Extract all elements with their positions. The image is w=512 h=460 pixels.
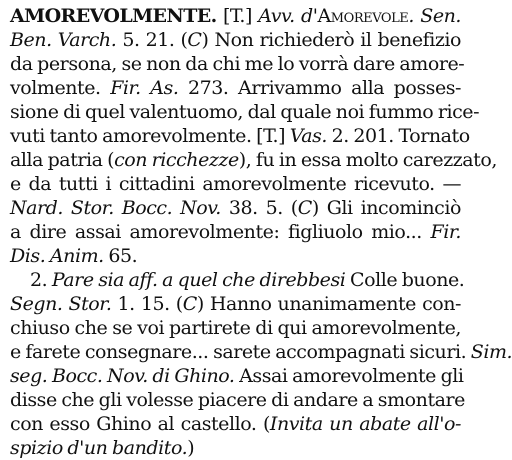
entry-text: alla patria ( — [10, 149, 115, 171]
entry-text: Fir. As. — [110, 77, 179, 99]
entry-text: Invita un abate all'o- — [269, 413, 461, 435]
entry-line — [10, 340, 512, 364]
entry-text: e farete consegnare... sarete accompagnati sicuri. — [10, 341, 471, 363]
entry-text: 273. Arrivammo alla posses- — [178, 77, 462, 99]
entry-line — [10, 76, 461, 100]
entry-text: C — [182, 293, 197, 315]
entry-text: a dire assai amorevolmente: figliuolo mio... — [10, 221, 431, 243]
entry-line — [10, 124, 470, 148]
entry-line — [10, 268, 465, 292]
entry-text: seg. Bocc. Nov. di Ghino. — [10, 365, 235, 387]
entry-text: 65. — [103, 245, 138, 267]
entry-text: da persona, se non da chi me lo vorrà dare amore- — [10, 53, 465, 75]
entry-text: ) Hanno unanimamente con- — [196, 293, 462, 315]
entry-text: e da tutti i cittadini amorevolmente ricevuto. — — [10, 173, 461, 195]
entry-text: ) — [187, 437, 195, 459]
entry-text: Sim. — [470, 341, 512, 363]
entry-line — [10, 316, 461, 340]
entry-line — [10, 100, 480, 124]
entry-line — [10, 196, 461, 220]
entry-text: Assai amorevolmente gli — [234, 365, 464, 387]
entry-line — [10, 388, 465, 412]
entry-text: sione di quel valentuomo, dal quale noi fummo rice- — [10, 101, 480, 123]
entry-text: Ben. Varch. — [10, 29, 117, 51]
entry-text: 2. — [30, 269, 52, 291]
entry-text: C — [297, 197, 312, 219]
entry-text: ) Non richiederò il benefizio — [201, 29, 461, 51]
entry-line — [10, 220, 461, 244]
entry-text: ) Gli incominciò — [311, 197, 461, 219]
entry-text: 1. 15. ( — [111, 293, 183, 315]
entry-text: ), fu in essa molto carezzato, — [238, 149, 497, 171]
entry-text: Amorevole — [317, 5, 409, 27]
entry-line — [10, 172, 461, 196]
entry-text: con esso Ghino al castello. ( — [10, 413, 270, 435]
entry-text: chiuso che se voi partirete di qui amorevolmente, — [10, 317, 461, 339]
entry-text: Colle buone. — [345, 269, 465, 291]
entry-line — [10, 52, 465, 76]
entry-line — [10, 148, 497, 172]
entry-line — [10, 412, 461, 436]
entry-text: vuti tanto amorevolmente. [T.] — [10, 125, 290, 147]
entry-text: Nard. Stor. Bocc. Nov. — [10, 197, 221, 219]
entry-text: Dis. Anim. — [10, 245, 104, 267]
entry-text: Pare sia aff. a quel che direbbesi — [51, 269, 346, 291]
entry-text: Fir. — [430, 221, 461, 243]
entry-text: Vas. — [289, 125, 327, 147]
entry-text: . Sen. — [408, 5, 462, 27]
entry-line — [10, 244, 461, 268]
entry-line — [10, 364, 464, 388]
entry-text: volmente. — [10, 77, 111, 99]
entry-text: Avv. d' — [258, 5, 318, 27]
entry-line — [10, 436, 461, 460]
entry-text: Segn. Stor. — [10, 293, 112, 315]
entry-text: C — [187, 29, 202, 51]
headword: AMOREVOLMENTE. — [10, 5, 217, 27]
entry-text: 38. 5. ( — [220, 197, 298, 219]
entry-line — [10, 28, 461, 52]
entry-text: spizio d'un bandito. — [10, 437, 188, 459]
entry-text: disse che gli volesse piacere di andare a smontare — [10, 389, 465, 411]
entry-line — [10, 292, 461, 316]
entry-line — [10, 4, 461, 28]
entry-text: [T.] — [216, 5, 259, 27]
entry-text: 2. 201. Tornato — [326, 125, 470, 147]
entry-text: con ricchezze — [114, 149, 239, 171]
entry-text: 5. 21. ( — [116, 29, 188, 51]
